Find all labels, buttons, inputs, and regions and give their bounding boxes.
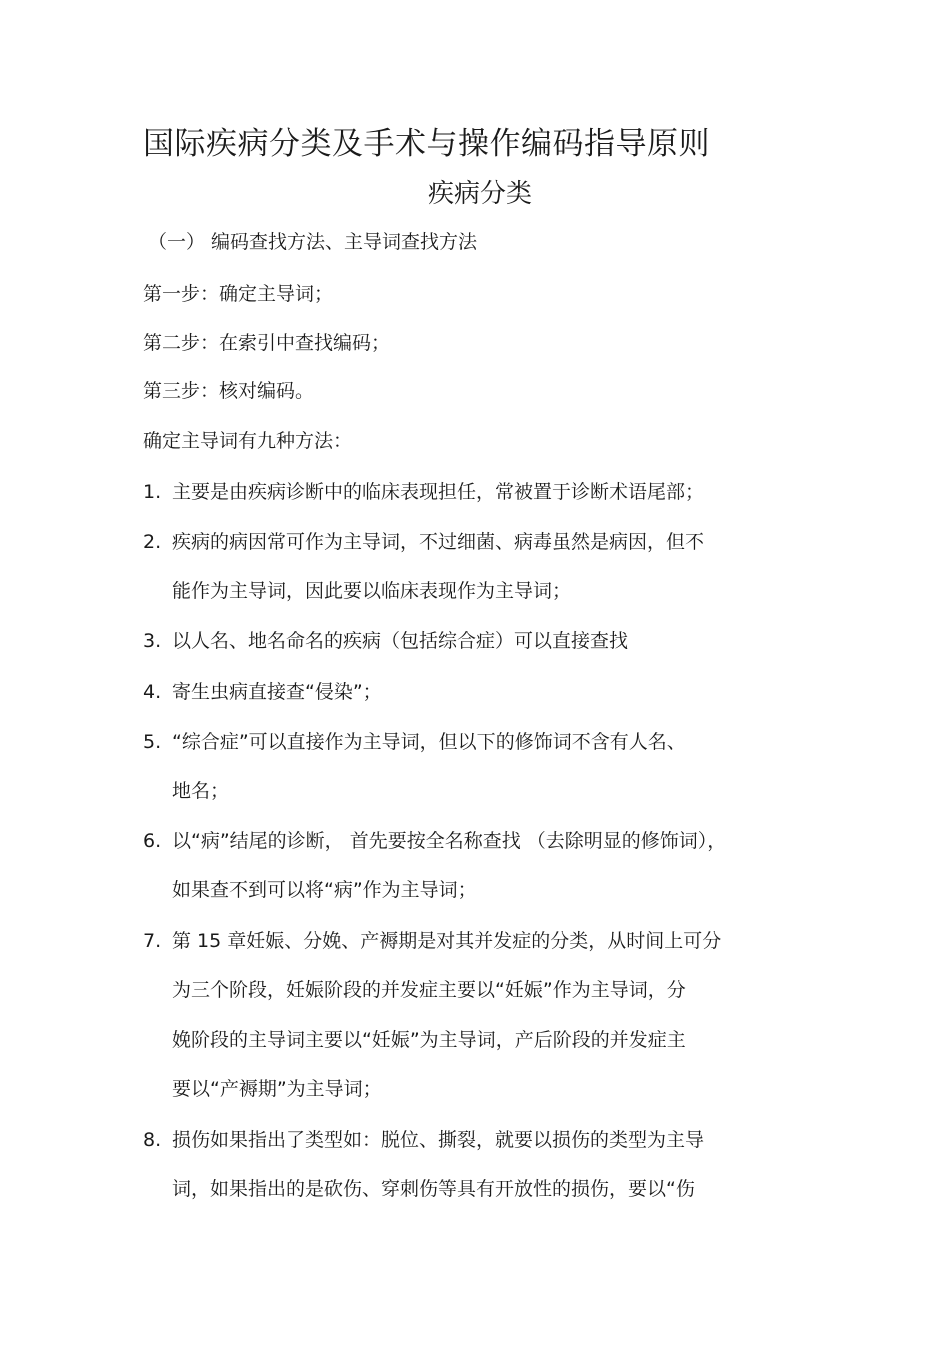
list-item-text: 地名； — [172, 780, 230, 802]
document-title: 国际疾病分类及手术与操作编码指导原则 — [143, 126, 710, 162]
list-item-number: 7. — [143, 930, 162, 952]
methods-intro: 确定主导词有九种方法： — [143, 430, 353, 452]
list-item-text: 主要是由疾病诊断中的临床表现担任，常被置于诊断术语尾部； — [172, 481, 705, 503]
section-heading: （一） 编码查找方法、主导词查找方法 — [148, 231, 478, 253]
list-item-number: 5. — [143, 731, 162, 753]
list-item-text: 能作为主导词，因此要以临床表现作为主导词； — [172, 580, 572, 602]
list-item-text: 以人名、地名命名的疾病（包括综合症）可以直接查找 — [172, 630, 629, 652]
list-item-text: 如果查不到可以将“病”作为主导词； — [172, 879, 477, 901]
list-item-text: 要以“产褥期”为主导词； — [172, 1078, 382, 1100]
list-item-text: 疾病的病因常可作为主导词，不过细菌、病毒虽然是病因，但不 — [172, 531, 705, 553]
list-item-text: 为三个阶段，妊娠阶段的并发症主要以“妊娠”作为主导词，分 — [172, 979, 686, 1001]
list-item-text: 第 15 章妊娠、分娩、产褥期是对其并发症的分类，从时间上可分 — [172, 930, 722, 952]
step-2: 第二步：在索引中查找编码； — [143, 332, 391, 354]
list-item-text: “综合症”可以直接作为主导词，但以下的修饰词不含有人名、 — [172, 731, 686, 753]
list-item-text: 以“病”结尾的诊断， 首先要按全名称查找 （去除明显的修饰词）， — [172, 830, 727, 852]
list-item-number: 6. — [143, 830, 162, 852]
step-1: 第一步：确定主导词； — [143, 283, 334, 305]
document-subtitle: 疾病分类 — [427, 179, 532, 209]
step-3: 第三步：核对编码。 — [143, 380, 315, 402]
list-item-number: 4. — [143, 681, 162, 703]
list-item-number: 8. — [143, 1129, 162, 1151]
list-item-number: 3. — [143, 630, 162, 652]
list-item-text: 词，如果指出的是砍伤、穿刺伤等具有开放性的损伤，要以“伤 — [172, 1178, 695, 1200]
list-item-number: 2. — [143, 531, 162, 553]
list-item-number: 1. — [143, 481, 162, 503]
list-item-text: 娩阶段的主导词主要以“妊娠”为主导词，产后阶段的并发症主 — [172, 1029, 686, 1051]
list-item-text: 寄生虫病直接查“侵染”； — [172, 681, 382, 703]
list-item-text: 损伤如果指出了类型如：脱位、撕裂，就要以损伤的类型为主导 — [172, 1129, 705, 1151]
